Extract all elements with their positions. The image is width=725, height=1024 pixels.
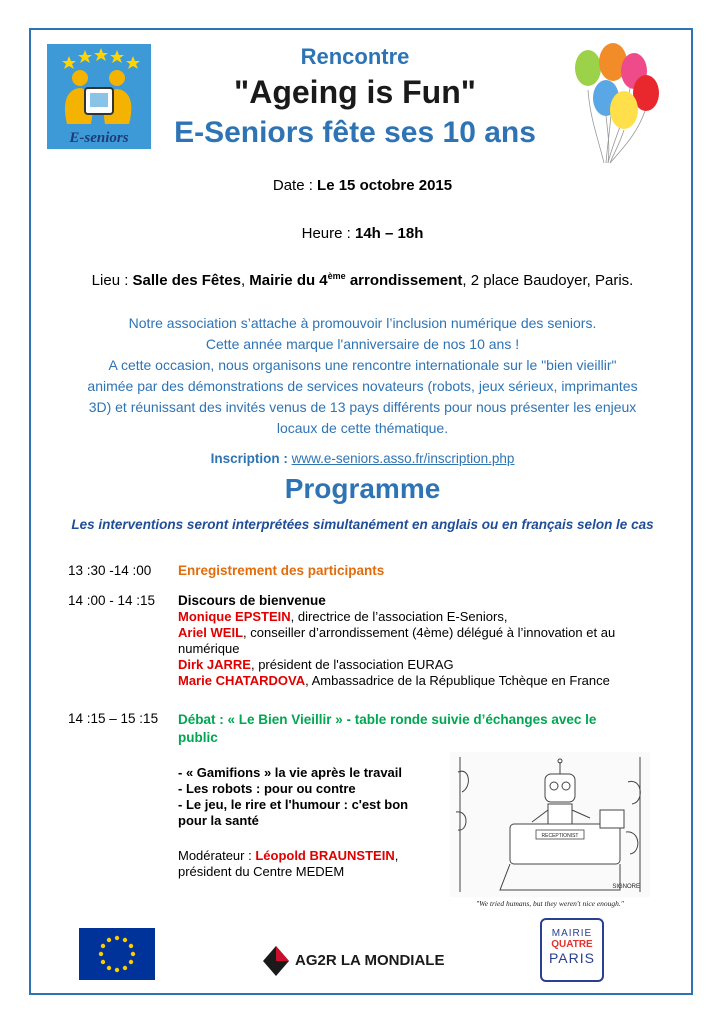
- inscription-label: Inscription :: [210, 451, 292, 466]
- speaker-role: , conseiller d’arrondissement (4ème) délégué à l’innovation et au: [243, 625, 616, 640]
- intro-line: locaux de cette thématique.: [276, 420, 449, 436]
- date-line: [55, 177, 670, 194]
- ag2r-logo: [263, 944, 448, 978]
- quatre-label: QUATRE: [551, 939, 593, 950]
- cartoon-desk-sign: RECEPTIONIST: [541, 833, 579, 839]
- intro-line: Cette année marque l'anniversaire de nos 10 ans !: [205, 336, 520, 352]
- slot-time: 14 :15 – 15 :15: [68, 711, 159, 726]
- topic-item: pour la santé: [178, 813, 259, 828]
- speaker-role-continued: numérique: [178, 641, 240, 656]
- place-hall: Salle des Fêtes: [132, 272, 241, 289]
- speaker-name: Dirk JARRE: [178, 657, 251, 672]
- place-address: , 2 place Baudoyer, Paris.: [462, 272, 634, 289]
- ag2r-text: AG2R LA MONDIALE: [295, 952, 445, 969]
- speaker: [178, 625, 678, 641]
- mairie-paris-logo: [540, 918, 604, 982]
- place-superscript: ème: [327, 271, 346, 281]
- slot-time: 13 :30 -14 :00: [68, 563, 152, 578]
- place-separator: ,: [240, 272, 250, 289]
- paris-label: PARIS: [549, 950, 595, 966]
- speaker-role: , directrice de l’association E-Seniors,: [290, 609, 508, 624]
- inscription-link[interactable]: www.e-seniors.asso.fr/inscription.php: [291, 451, 515, 466]
- time-line: [55, 225, 670, 242]
- eu-flag-logo: [79, 928, 155, 980]
- slot-title-line: public: [178, 730, 218, 745]
- moderator-label: Modérateur :: [178, 848, 256, 863]
- date-value: Le 15 octobre 2015: [317, 177, 453, 194]
- intro-line: Notre association s’attache à promouvoir l’inclusion numérique des seniors.: [128, 315, 597, 331]
- slot-title: Enregistrement des participants: [178, 563, 385, 578]
- inscription-line: [55, 451, 670, 466]
- speaker: [178, 673, 678, 689]
- slot-time: 14 :00 - 14 :15: [68, 593, 156, 608]
- slot-title-line: Débat : « Le Bien Vieillir » - table ronde suivie d’échanges avec le: [178, 712, 597, 727]
- speaker-name: Marie CHATARDOVA: [178, 673, 306, 688]
- moderator-role: président du Centre MEDEM: [178, 864, 345, 879]
- date-label: Date :: [272, 177, 318, 194]
- slot-title: Discours de bienvenue: [178, 593, 326, 608]
- speaker-name: Monique EPSTEIN: [178, 609, 291, 624]
- moderator-separator: ,: [394, 848, 399, 863]
- slot-details: [178, 593, 678, 689]
- intro-line: A cette occasion, nous organisons une rencontre internationale sur le "bien vieillir": [108, 357, 617, 373]
- place-arrondissement: arrondissement: [345, 272, 463, 289]
- event-label: Rencontre: [300, 44, 410, 69]
- mairie-label: MAIRIE: [551, 928, 593, 939]
- intro-paragraph: [55, 313, 670, 439]
- speaker-role: , Ambassadrice de la République Tchèque en France: [305, 673, 610, 688]
- place-label: Lieu :: [91, 272, 133, 289]
- time-label: Heure :: [301, 225, 355, 242]
- event-subtitle: E-Seniors fête ses 10 ans: [174, 116, 536, 149]
- interpretation-note: Les interventions seront interprétées simultanément en anglais ou en français selon le cas: [71, 517, 654, 532]
- speaker-name: Ariel WEIL: [178, 625, 244, 640]
- topic-item: - Les robots : pour ou contre: [178, 781, 356, 796]
- logo-text: E-seniors: [69, 130, 129, 146]
- time-value: 14h – 18h: [354, 225, 424, 242]
- speaker-role: , président de l'association EURAG: [250, 657, 454, 672]
- cartoon-caption: "We tried humans, but they weren't nice enough.": [476, 899, 624, 908]
- topic-item: - Le jeu, le rire et l'humour : c'est bon: [178, 797, 409, 812]
- event-title: "Ageing is Fun": [234, 74, 476, 110]
- cartoon-signature: SIGNORE: [612, 884, 640, 890]
- robot-receptionist-cartoon: [450, 752, 650, 910]
- balloons-illustration: [568, 38, 668, 168]
- place-mairie: Mairie du 4: [249, 272, 328, 289]
- moderator: [178, 848, 438, 880]
- topic-item: - « Gamifions » la vie après le travail: [178, 765, 402, 780]
- debate-topics: [178, 765, 438, 829]
- speaker: [178, 609, 678, 625]
- place-line: [30, 271, 695, 289]
- speaker: [178, 657, 678, 673]
- intro-line: 3D) et réunissant des invités venus de 13 pays différents pour nous présenter les enjeux: [88, 399, 637, 415]
- e-seniors-logo: [47, 44, 151, 149]
- moderator-name: Léopold BRAUNSTEIN: [255, 848, 395, 863]
- programme-heading: Programme: [284, 473, 441, 504]
- intro-line: animée par des démonstrations de services novateurs (robots, jeux sérieux, imprimantes: [87, 378, 638, 394]
- slot-title: [178, 711, 678, 747]
